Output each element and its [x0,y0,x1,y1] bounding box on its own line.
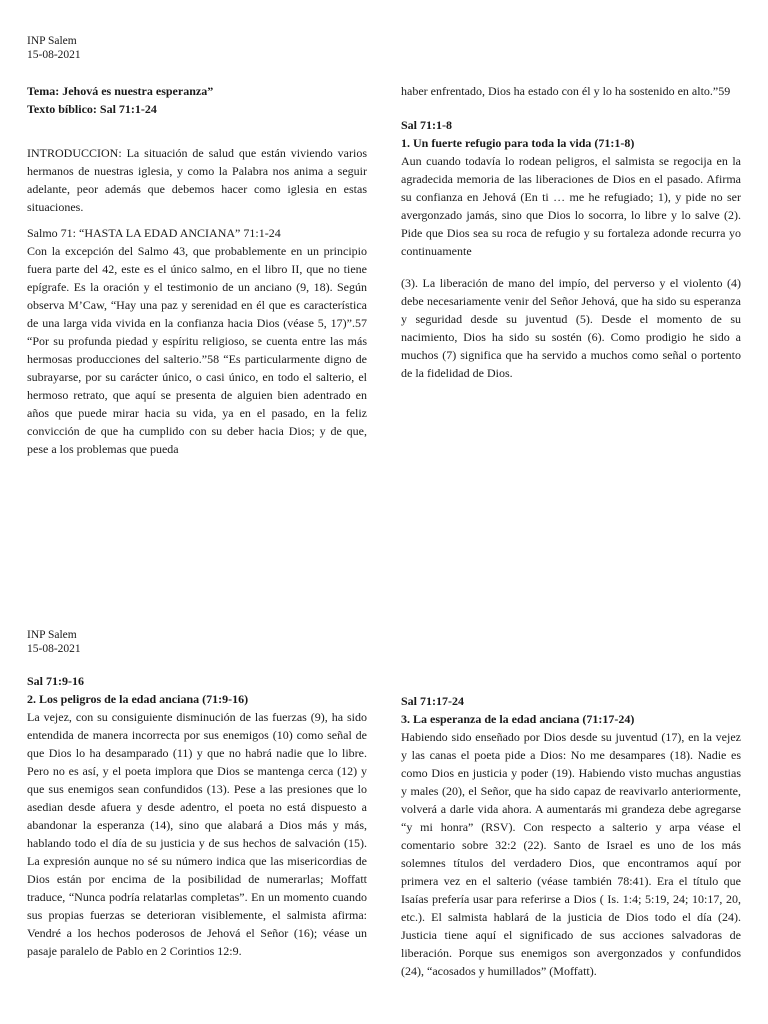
section-2-body: La vejez, con su consiguiente disminución de las fuerzas (9), ha sido entendida de manera incorrecta por sus enemigos (10) como señal de que Dios lo ha desamparado (11) y que no habrá nadie que lo libre. Pero no es así, y el poeta implora que Dios se mantenga cerca (12) y que sus enemigos sean confundidos (13). Pese a las presiones que lo asedian desde afuera y desde adentro, el poeta no está dispuesto a abandonar la esperanza (14), sino que alabará a Dios más y más, hablando todo el día de su justicia y de sus hechos de salvación (15). La expresión aunque no sé su número indica que las misericordias de Dios están por encima de la posibilidad de numerarlas; Moffatt traduce, “Nunca podría relatarlas completas”. En un momento cuando sus propias fuerzas se deterioran visiblemente, el salmista afirma: Vendré a los hechos poderosos de Jehová el Señor (16); véase un pasaje paralelo de Pablo en 2 Corintios 12:9. [27,710,367,958]
bible-text: Texto bíblico: Sal 71:1-24 [27,102,157,116]
section-3-reference: Sal 71:17-24 [401,694,464,708]
section-3-title: 3. La esperanza de la edad anciana (71:17-24) [401,712,635,726]
section-1-title: 1. Un fuerte refugio para toda la vida (71:1-8) [401,136,635,150]
psalm-body: Con la excepción del Salmo 43, que probablemente en un principio fuera parte del 42, este es el único salmo, en el libro II, que no tiene epígrafe. Es la oración y el testimonio de un anciano (9, 18). Según observa M’Caw, “Hay una paz y serenidad en él que es característica de una larga vida vivida en la confianza hacia Dios (véase 5, 17)”.57 “Por su profunda piedad y espíritu religioso, se cuenta entre las más hermosas producciones del salterio.”58 “Es particularmente digno de subrayarse, por su carácter único, o casi único, en todo el salterio, el hermoso retrato, que aquí se presenta de alguien bien adentrado en años que puede mirar hacia su vida, ya en el pasado, en la feliz convicción de que ha cumplido con su deber hacia Dios; y de que, pese a los problemas que pueda [27,244,367,456]
psalm-title: Salmo 71: “HASTA LA EDAD ANCIANA” 71:1-24 [27,226,281,240]
continued-text: haber enfrentado, Dios ha estado con él y lo ha sostenido en alto.”59 [401,84,731,98]
header-author: INP Salem [27,35,77,47]
left-column [27,672,367,960]
section-2-reference: Sal 71:9-16 [27,674,84,688]
section-1-paragraph-2: (3). La liberación de mano del impío, del perverso y el violento (4) debe necesariamente venir del Señor Jehová, que ha sido su esperanza y seguridad desde su juventud (5). Desde el momento de su nacimiento, Dios ha sido su sostén (6). Como prodigio he sido a muchos (7) significa que ha servido a muchos como señal o portento de la fidelidad de Dios. [401,276,741,380]
header-date: 15-08-2021 [27,643,81,655]
right-column [401,82,741,382]
left-column [27,82,367,458]
section-3-body: Habiendo sido enseñado por Dios desde su juventud (17), en la vejez y las canas el poeta pide a Dios: No me desampares (18). Nadie es como Dios en justicia y poder (19). Habiendo visto muchas angustias y males (20), el Señor, que ha sido capaz de reavivarlo anteriormente, volverá a darle vida ahora. A aumentarás mi grandeza debe agregarse “y mi honra” (RSV). Con respecto a salterio y arpa véase el comentario sobre 32:2 (22). Santo de Israel es uno de los más solemnes títulos del verdadero Dios, que encontramos aquí por primera vez en el salterio (véase también 78:41). Era el título que Isaías prefería usar para referirse a Dios ( Is. 1:4; 5:19, 24; 10:17, 20, etc.). El salmista hablará de la justicia de Dios todo el día (24). Justicia tiene aquí el significado de sus acciones salvadoras de liberación. Porque sus enemigos son avergonzados y confundidos (24), “acosados y humillados” (Moffatt). [401,730,741,978]
page-header [27,34,81,62]
section-2-title: 2. Los peligros de la edad anciana (71:9-16) [27,692,249,706]
page-header [27,628,81,656]
header-date: 15-08-2021 [27,49,81,61]
section-1-paragraph-1: Aun cuando todavía lo rodean peligros, el salmista se regocija en la agradecida memoria de las liberaciones de Dios en el pasado. Afirma su confianza en Jehová (En ti … me he refugiado; 1), y pide no ser avergonzado jamás, sino que Dios lo socorra, lo libre y lo salve (2). Pide que Dios sea su roca de refugio y su fortaleza adonde recurra yo continuamente [401,154,741,258]
introduction: INTRODUCCION: La situación de salud que están viviendo varios hermanos de nuestras iglesia, y como la Palabra nos anima a seguir adelante, peor además que debemos hacer como iglesia en estas situaciones. [27,146,367,214]
page-2 [0,512,768,1024]
section-1-reference: Sal 71:1-8 [401,118,452,132]
sermon-theme: Tema: Jehová es nuestra esperanza” [27,84,214,98]
right-column [401,692,741,980]
header-author: INP Salem [27,629,77,641]
